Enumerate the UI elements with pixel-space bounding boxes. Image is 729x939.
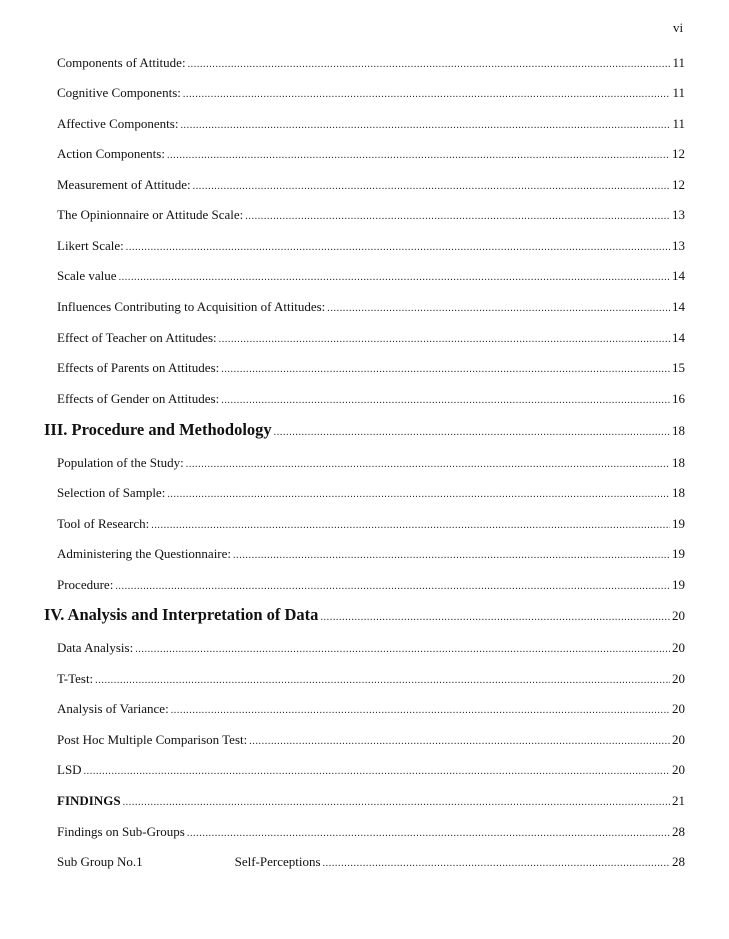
toc-entry-page: 20 — [672, 640, 685, 655]
toc-entry-label: LSD — [57, 762, 82, 777]
toc-entry-findings[interactable] — [57, 793, 685, 811]
toc-entry-label: Action Components: — [57, 146, 165, 161]
dot-leader — [274, 425, 670, 441]
toc-entry-page: 15 — [672, 360, 685, 375]
toc-entry-post-hoc[interactable] — [57, 732, 685, 750]
dot-leader — [123, 795, 670, 811]
toc-entry-page: 11 — [672, 116, 685, 131]
dot-leader — [233, 548, 670, 564]
toc-entry-page: 18 — [672, 485, 685, 500]
dot-leader — [221, 362, 670, 378]
toc-entry-label: Selection of Sample: — [57, 485, 166, 500]
toc-entry-opinionnaire[interactable] — [57, 207, 685, 225]
toc-entry-action-components[interactable] — [57, 146, 685, 164]
toc-entry-page: 12 — [672, 177, 685, 192]
toc-entry-label: Influences Contributing to Acquisition of Attitudes: — [57, 299, 326, 314]
toc-entry-lsd[interactable] — [57, 762, 685, 780]
toc-entry-affective-components[interactable] — [57, 116, 685, 134]
toc-entry-page: 20 — [672, 762, 685, 777]
dot-leader — [151, 518, 670, 534]
dot-leader — [245, 209, 670, 225]
dot-leader — [187, 826, 670, 842]
toc-chapter-label: III. Procedure and Methodology — [44, 420, 272, 439]
toc-entry-label: The Opinionnaire or Attitude Scale: — [57, 207, 244, 222]
toc-chapter-analysis-interpretation[interactable] — [44, 607, 685, 626]
toc-entry-page: 20 — [672, 732, 685, 747]
toc-entry-page: 13 — [672, 207, 685, 222]
dot-leader — [84, 764, 670, 780]
dot-leader — [167, 148, 670, 164]
toc-entry-t-test[interactable] — [57, 671, 685, 689]
dot-leader — [171, 703, 670, 719]
toc-entry-administering[interactable] — [57, 546, 685, 564]
page-number: vi — [673, 20, 684, 35]
dot-leader — [323, 856, 670, 872]
toc-entry-label: Measurement of Attitude: — [57, 177, 191, 192]
toc-entry-label: Procedure: — [57, 577, 114, 592]
toc-entry-influences[interactable] — [57, 299, 685, 317]
toc-entry-label: Likert Scale: — [57, 238, 124, 253]
toc-entry-page: 28 — [672, 824, 685, 839]
toc-entry-page: 12 — [672, 146, 685, 161]
toc-entry-page: 19 — [672, 577, 685, 592]
toc-entry-effect-of-teacher[interactable] — [57, 330, 685, 348]
toc-entry-page: 14 — [672, 268, 685, 283]
toc-entry-measurement-of-attitude[interactable] — [57, 177, 685, 195]
toc-entry-label: Effects of Gender on Attitudes: — [57, 391, 220, 406]
toc-entry-page: 14 — [672, 299, 685, 314]
dot-leader — [115, 579, 670, 595]
toc-entry-page: 18 — [672, 455, 685, 470]
toc-entry-label: Effects of Parents on Attitudes: — [57, 360, 220, 375]
toc-entry-label: Data Analysis: — [57, 640, 134, 655]
toc-entry-page: 20 — [672, 608, 685, 623]
toc-entry-page: 21 — [672, 793, 685, 808]
toc-entry-page: 11 — [672, 55, 685, 70]
toc-entry-label: FINDINGS — [57, 793, 121, 808]
toc-entry-label: Components of Attitude: — [57, 55, 186, 70]
toc-entry-page: 20 — [672, 701, 685, 716]
dot-leader — [249, 734, 670, 750]
toc-entry-likert-scale[interactable] — [57, 238, 685, 256]
toc-entry-page: 18 — [672, 423, 685, 438]
toc-entry-page: 19 — [672, 546, 685, 561]
toc-entry-sub-group-1[interactable] — [57, 854, 685, 872]
toc-entry-label: Sub Group No.1 — [57, 854, 143, 869]
toc-entry-page: 11 — [672, 85, 685, 100]
dot-leader — [221, 393, 670, 409]
toc-entry-scale-value[interactable] — [57, 268, 685, 286]
dot-leader — [180, 118, 670, 134]
dot-leader — [183, 87, 671, 103]
toc-entry-label: T-Test: — [57, 671, 94, 686]
toc-entry-page: 20 — [672, 671, 685, 686]
toc-entry-label: Effect of Teacher on Attitudes: — [57, 330, 217, 345]
toc-entry-procedure[interactable] — [57, 577, 685, 595]
toc-entry-page: 28 — [672, 854, 685, 869]
toc-chapter-label: IV. Analysis and Interpretation of Data — [44, 605, 319, 624]
dot-leader — [320, 610, 670, 626]
toc-entry-label: Post Hoc Multiple Comparison Test: — [57, 732, 248, 747]
toc-entry-label: Cognitive Components: — [57, 85, 181, 100]
toc-entry-sublabel: Self-Perceptions — [234, 854, 321, 869]
toc-entry-analysis-of-variance[interactable] — [57, 701, 685, 719]
dot-leader — [167, 487, 670, 503]
toc-entry-components-of-attitude[interactable] — [57, 55, 685, 73]
toc-entry-page: 14 — [672, 330, 685, 345]
dot-leader — [186, 457, 670, 473]
toc-entry-label: Affective Components: — [57, 116, 179, 131]
toc-entry-label: Administering the Questionnaire: — [57, 546, 232, 561]
dot-leader — [119, 270, 670, 286]
toc-entry-effects-of-parents[interactable] — [57, 360, 685, 378]
toc-entry-cognitive-components[interactable] — [57, 85, 685, 103]
dot-leader — [135, 642, 670, 658]
toc-entry-findings-sub-groups[interactable] — [57, 824, 685, 842]
dot-leader — [126, 240, 670, 256]
toc-entry-label: Tool of Research: — [57, 516, 150, 531]
toc-entry-data-analysis[interactable] — [57, 640, 685, 658]
toc-entry-label: Population of the Study: — [57, 455, 184, 470]
toc-entry-label: Scale value — [57, 268, 117, 283]
toc-chapter-procedure-methodology[interactable] — [44, 422, 685, 441]
toc-entry-selection-of-sample[interactable] — [57, 485, 685, 503]
dot-leader — [327, 301, 670, 317]
toc-entry-page: 16 — [672, 391, 685, 406]
dot-leader — [219, 332, 670, 348]
toc-entry-page: 13 — [672, 238, 685, 253]
dot-leader — [188, 57, 671, 73]
toc-entry-page: 19 — [672, 516, 685, 531]
dot-leader — [95, 673, 670, 689]
toc-entry-population[interactable] — [57, 455, 685, 473]
toc-entry-tool-of-research[interactable] — [57, 516, 685, 534]
dot-leader — [193, 179, 670, 195]
toc-entry-effects-of-gender[interactable] — [57, 391, 685, 409]
toc-entry-label: Findings on Sub-Groups — [57, 824, 185, 839]
toc-entry-label: Analysis of Variance: — [57, 701, 169, 716]
